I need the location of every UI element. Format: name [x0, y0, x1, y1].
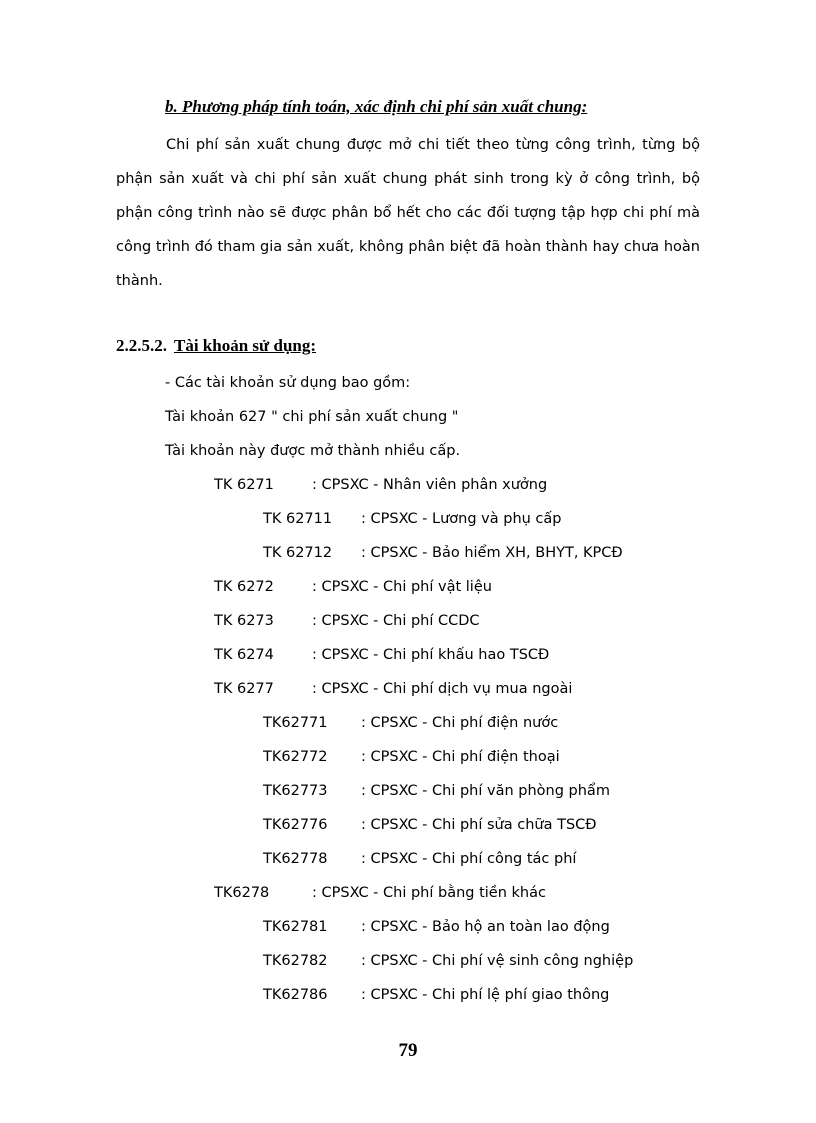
- account-row: [263, 978, 609, 1012]
- intro-line: Tài khoản này được mở thành nhiều cấp.: [165, 443, 461, 459]
- account-code: TK62781: [263, 919, 328, 935]
- account-code: TK 62711: [263, 511, 333, 527]
- account-code: TK 6272: [214, 579, 274, 595]
- account-description: : CPSXC - Chi phí CCDC: [312, 613, 480, 629]
- account-row: [263, 910, 610, 944]
- account-code: TK62778: [263, 851, 328, 867]
- account-code: TK 62712: [263, 545, 333, 561]
- account-row: [263, 774, 610, 808]
- account-description: : CPSXC - Chi phí công tác phí: [361, 851, 577, 867]
- account-description: : CPSXC - Chi phí sửa chữa TSCĐ: [361, 817, 597, 833]
- account-row: [263, 944, 633, 978]
- account-description: : CPSXC - Chi phí lệ phí giao thông: [361, 987, 610, 1003]
- account-description: : CPSXC - Chi phí điện nước: [361, 715, 559, 731]
- page-number: 79: [398, 1040, 418, 1061]
- account-row: [263, 808, 597, 842]
- account-code: TK 6277: [214, 681, 274, 697]
- account-description: : CPSXC - Chi phí dịch vụ mua ngoài: [312, 681, 573, 697]
- intro-line: Tài khoản 627 " chi phí sản xuất chung ": [165, 409, 459, 425]
- subsection-heading: b. Phương pháp tính toán, xác định chi phí sản xuất chung:: [165, 97, 588, 116]
- account-row: [214, 638, 549, 672]
- section-number: 2.2.5.2.: [116, 336, 167, 355]
- account-code: TK62771: [263, 715, 328, 731]
- account-code: TK 6274: [214, 647, 274, 663]
- account-row: [214, 604, 480, 638]
- body-paragraph: Chi phí sản xuất chung được mở chi tiết theo từng công trình, từng bộ phận sản xuất và chi phí sản xuất chung phát sinh trong kỳ ở công trình, bộ phận công trình nào sẽ được phân bổ hết cho các đối tượng tập hợp chi phí mà công trình đó tham gia sản xuất, không phân biệt đã hoàn thành hay chưa hoàn thành.: [116, 137, 700, 289]
- account-description: : CPSXC - Chi phí điện thoại: [361, 749, 560, 765]
- account-row: [214, 570, 492, 604]
- account-description: : CPSXC - Bảo hộ an toàn lao động: [361, 919, 610, 935]
- account-description: : CPSXC - Chi phí khấu hao TSCĐ: [312, 647, 550, 663]
- account-description: : CPSXC - Chi phí bằng tiền khác: [312, 885, 546, 901]
- account-code: TK62776: [263, 817, 328, 833]
- intro-line: - Các tài khoản sử dụng bao gồm:: [165, 375, 411, 391]
- section-heading: [116, 336, 316, 356]
- account-code: TK 6271: [214, 477, 274, 493]
- account-row: [214, 672, 572, 706]
- account-description: : CPSXC - Nhân viên phân xưởng: [312, 477, 548, 493]
- account-row: [214, 468, 547, 502]
- account-row: [214, 876, 546, 910]
- account-row: [263, 740, 560, 774]
- account-code: TK62773: [263, 783, 328, 799]
- section-title-text: Tài khoản sử dụng:: [174, 336, 317, 355]
- account-row: [263, 706, 558, 740]
- account-code: TK62782: [263, 953, 328, 969]
- account-description: : CPSXC - Lương và phụ cấp: [361, 511, 562, 527]
- account-row: [263, 536, 623, 570]
- account-description: : CPSXC - Chi phí vệ sinh công nghiệp: [361, 953, 634, 969]
- account-code: TK62786: [263, 987, 328, 1003]
- account-code: TK 6273: [214, 613, 274, 629]
- account-description: : CPSXC - Bảo hiểm XH, BHYT, KPCĐ: [361, 545, 623, 561]
- account-description: : CPSXC - Chi phí vật liệu: [312, 579, 492, 595]
- account-row: [263, 842, 576, 876]
- account-code: TK62772: [263, 749, 328, 765]
- account-row: [263, 502, 562, 536]
- account-description: : CPSXC - Chi phí văn phòng phẩm: [361, 783, 610, 799]
- account-code: TK6278: [214, 885, 270, 901]
